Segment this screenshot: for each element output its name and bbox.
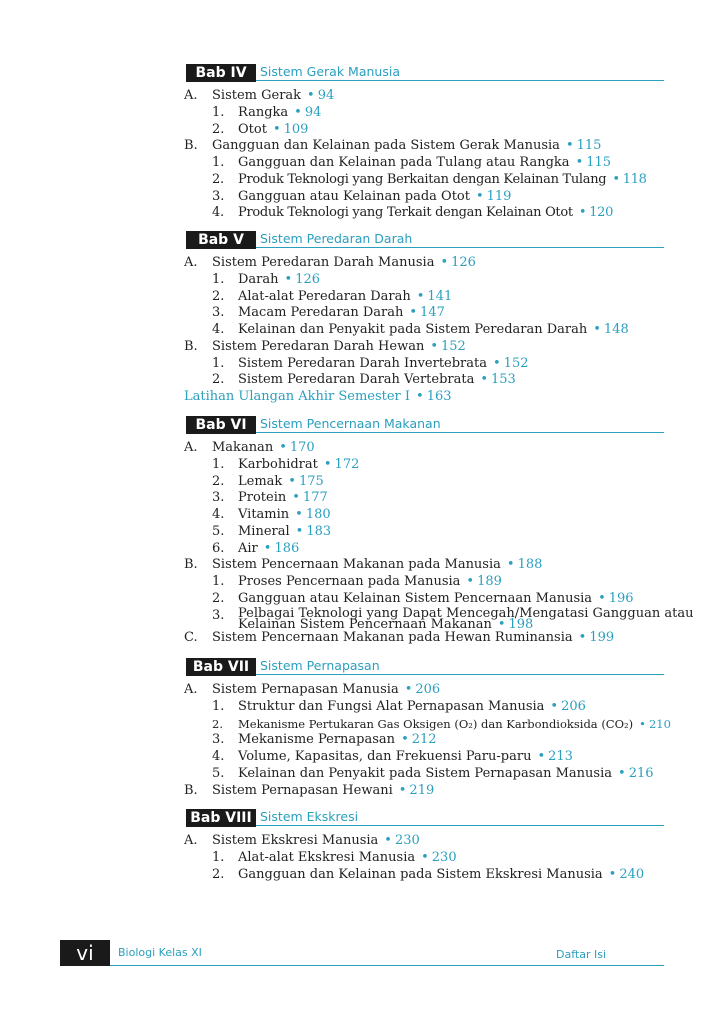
chapter-title[interactable]: Sistem Pencernaan Makanan xyxy=(260,416,441,431)
page-ref: 189 xyxy=(477,574,502,589)
page-ref: 170 xyxy=(289,440,315,455)
bullet-separator: • xyxy=(398,782,407,798)
entry-text: Sistem Pencernaan Makanan pada Manusia xyxy=(212,557,501,573)
entry-text-wrap xyxy=(212,630,614,646)
entry-text: Darah xyxy=(238,271,279,287)
chapter-rule xyxy=(256,825,664,826)
entry-label: 4. xyxy=(212,749,225,764)
entry-text-continued: Kelainan Sistem Pencernaan Makanan xyxy=(238,616,492,632)
page-ref: 206 xyxy=(415,682,441,697)
entry-text: Produk Teknologi yang Terkait dengan Kelainan Otot xyxy=(238,205,573,221)
bullet-separator: • xyxy=(575,155,584,170)
entry-text-wrap xyxy=(212,682,440,698)
entry-label: A. xyxy=(184,833,198,848)
entry-text-wrap xyxy=(238,155,611,171)
entry-text: Proses Pencernaan pada Manusia xyxy=(238,574,461,589)
entry-text-wrap xyxy=(238,457,359,473)
chapter-header xyxy=(186,64,664,82)
entry-text-wrap xyxy=(238,105,321,121)
bullet-separator: • xyxy=(295,523,304,539)
entry-label: A. xyxy=(184,440,198,455)
chapter-title[interactable]: Sistem Gerak Manusia xyxy=(260,64,400,79)
entry-text-wrap xyxy=(238,699,586,715)
page-ref: 120 xyxy=(589,205,614,221)
entry-text: Sistem Peredaran Darah Manusia xyxy=(212,255,435,270)
entry-text-wrap xyxy=(238,867,644,883)
page-ref: 210 xyxy=(648,716,671,731)
page-ref: 163 xyxy=(426,389,452,404)
bullet-separator: • xyxy=(295,507,303,522)
page-ref: 198 xyxy=(508,616,534,632)
page-ref: 126 xyxy=(295,271,321,287)
bullet-separator: • xyxy=(284,271,293,287)
entry-text-wrap xyxy=(238,507,331,523)
page-ref: 119 xyxy=(486,188,512,204)
entry-label: A. xyxy=(184,88,198,103)
page-ref: 109 xyxy=(283,121,309,137)
entry-label: B. xyxy=(184,338,198,354)
bullet-separator: • xyxy=(307,88,315,103)
bullet-separator: • xyxy=(608,866,617,882)
entry-text-wrap xyxy=(212,440,315,456)
entry-label: 2. xyxy=(212,121,225,137)
bullet-separator: • xyxy=(506,557,515,573)
page-ref: 118 xyxy=(622,171,647,187)
entry-text-wrap xyxy=(238,524,331,540)
entry-text: Produk Teknologi yang Berkaitan dengan Kelainan Tulang xyxy=(238,171,607,187)
bullet-separator: • xyxy=(578,205,587,221)
page-ref: 115 xyxy=(576,138,602,154)
entry-text: Alat-alat Ekskresi Manusia xyxy=(238,849,416,865)
entry-text-wrap xyxy=(212,88,334,104)
entry-label: 5. xyxy=(212,523,225,539)
entry-text-wrap xyxy=(238,205,613,221)
entry-text: Latihan Ulangan Akhir Semester I xyxy=(184,389,411,404)
entry-label: A. xyxy=(184,255,198,270)
entry-text-wrap xyxy=(238,574,502,590)
entry-text-wrap xyxy=(238,474,324,490)
page-ref: 219 xyxy=(409,782,435,798)
bullet-separator: • xyxy=(480,372,489,388)
entry-label: 1. xyxy=(212,104,225,120)
entry-label: C. xyxy=(184,630,198,646)
entry-label: 1. xyxy=(212,456,225,472)
page-ref: 180 xyxy=(305,507,331,522)
bullet-separator: • xyxy=(416,389,424,404)
bullet-separator: • xyxy=(565,138,574,154)
entry-label: 2. xyxy=(212,590,225,606)
bullet-separator: • xyxy=(272,121,281,137)
chapter-rule xyxy=(256,80,664,81)
entry-label: 1. xyxy=(212,155,225,170)
page-ref: 213 xyxy=(548,749,573,764)
entry-text-wrap xyxy=(238,591,634,607)
page-ref: 147 xyxy=(420,305,445,321)
entry-text-wrap xyxy=(238,189,511,205)
section-name: Daftar Isi xyxy=(556,948,606,961)
bullet-separator: • xyxy=(279,440,287,455)
page-ref: 206 xyxy=(561,698,586,714)
entry-label: 1. xyxy=(212,574,225,589)
entry-text-wrap xyxy=(212,255,476,271)
entry-label: B. xyxy=(184,782,198,798)
page-ref: 230 xyxy=(431,849,457,865)
chapter-rule xyxy=(256,247,664,248)
entry-text: Alat-alat Peredaran Darah xyxy=(238,288,411,304)
entry-text-wrap xyxy=(238,749,573,765)
entry-text-wrap xyxy=(238,732,437,748)
page-ref: 196 xyxy=(608,590,634,606)
entry-label: 3. xyxy=(212,188,225,204)
entry-label: 2. xyxy=(212,372,225,388)
entry-text: Lemak xyxy=(238,473,283,489)
entry-label: 2. xyxy=(212,473,225,489)
entry-label: 1. xyxy=(212,271,225,287)
bullet-separator: • xyxy=(288,473,296,489)
entry-text: Gangguan dan Kelainan pada Sistem Gerak Manusia xyxy=(212,138,560,154)
page-ref: 115 xyxy=(586,155,612,170)
entry-text-wrap xyxy=(238,716,671,732)
chapter-label: Bab V xyxy=(186,231,256,249)
entry-label: 1. xyxy=(212,698,225,714)
entry-text: Karbohidrat xyxy=(238,456,318,472)
chapter-header xyxy=(186,809,664,827)
chapter-title[interactable]: Sistem Peredaran Darah xyxy=(260,231,413,246)
page-ref: 199 xyxy=(589,630,615,646)
entry-label: B. xyxy=(184,557,198,573)
entry-text: Sistem Peredaran Darah Vertebrata xyxy=(238,372,475,388)
chapter-header xyxy=(186,231,664,249)
page-ref: 212 xyxy=(411,732,437,748)
entry-text-wrap xyxy=(212,138,601,154)
bullet-separator: • xyxy=(497,616,506,632)
entry-text: Gangguan dan Kelainan pada Sistem Ekskresi Manusia xyxy=(238,866,603,882)
chapter-label: Bab IV xyxy=(186,64,256,82)
page-ref: 152 xyxy=(441,338,466,354)
entry-label: 3. xyxy=(212,732,225,748)
book-title: Biologi Kelas XI xyxy=(118,946,202,959)
page-ref: 175 xyxy=(298,473,324,489)
entry-text: Pelbagai Teknologi yang Dapat Mencegah/Mengatasi Gangguan atau xyxy=(238,605,694,621)
chapter-title[interactable]: Sistem Pernapasan xyxy=(260,658,380,673)
entry-label: 3. xyxy=(212,305,225,321)
entry-text: Gangguan atau Kelainan pada Otot xyxy=(238,188,470,204)
bullet-separator: • xyxy=(294,104,302,120)
entry-text: Air xyxy=(238,540,258,556)
chapter-header xyxy=(186,416,664,434)
entry-label: 2. xyxy=(212,171,224,187)
entry-label: 3. xyxy=(212,490,225,506)
chapter-label: Bab VIII xyxy=(186,809,256,827)
entry-text: Otot xyxy=(238,121,267,137)
entry-text: Protein xyxy=(238,490,287,506)
entry-text-wrap xyxy=(212,833,420,849)
bullet-separator: • xyxy=(430,338,439,354)
bullet-separator: • xyxy=(384,833,392,848)
bullet-separator: • xyxy=(323,456,332,472)
entry-text-wrap xyxy=(238,850,457,866)
chapter-label: Bab VII xyxy=(186,658,256,676)
entry-text-wrap xyxy=(238,122,308,138)
bullet-separator: • xyxy=(466,574,475,589)
chapter-rule xyxy=(256,432,664,433)
bullet-separator: • xyxy=(263,540,272,556)
page-ref: 148 xyxy=(603,322,629,337)
entry-text: Rangka xyxy=(238,104,289,120)
entry-text: Sistem Peredaran Darah Hewan xyxy=(212,338,425,354)
bullet-separator: • xyxy=(292,490,300,506)
chapter-label: Bab VI xyxy=(186,416,256,434)
bullet-separator: • xyxy=(612,171,620,187)
entry-text: Mekanisme Pertukaran Gas Oksigen (O₂) dan Karbondioksida (CO₂) xyxy=(238,716,634,731)
entry-text: Mineral xyxy=(238,523,290,539)
entry-label: 6. xyxy=(212,540,225,556)
entry-label: 3. xyxy=(212,607,225,623)
entry-label: 2. xyxy=(212,288,225,304)
entry-text: Mekanisme Pernapasan xyxy=(238,732,396,748)
toc-exam-entry[interactable] xyxy=(184,389,452,405)
entry-label: 4. xyxy=(212,507,225,522)
bullet-separator: • xyxy=(401,732,409,748)
entry-text-wrap xyxy=(238,172,647,188)
bullet-separator: • xyxy=(493,355,501,371)
bullet-separator: • xyxy=(421,849,429,865)
page-ref: 126 xyxy=(451,255,476,270)
footer-rule xyxy=(110,965,664,966)
bullet-separator: • xyxy=(537,749,546,764)
page-ref: 183 xyxy=(306,523,332,539)
bullet-separator: • xyxy=(440,255,449,270)
entry-text: Sistem Gerak xyxy=(212,88,302,103)
entry-text: Sistem Pencernaan Makanan pada Hewan Ruminansia xyxy=(212,630,573,646)
entry-text: Struktur dan Fungsi Alat Pernapasan Manusia xyxy=(238,698,545,714)
entry-text-wrap xyxy=(212,557,542,573)
entry-text-wrap xyxy=(238,490,328,506)
entry-text-wrap xyxy=(238,541,299,557)
page-number: vi xyxy=(60,940,110,966)
entry-text-wrap xyxy=(238,305,445,321)
entry-text-wrap xyxy=(238,372,516,388)
entry-text-wrap xyxy=(212,339,466,355)
bullet-separator: • xyxy=(618,765,626,781)
entry-text: Kelainan dan Penyakit pada Sistem Pernapasan Manusia xyxy=(238,765,613,781)
bullet-separator: • xyxy=(416,288,425,304)
entry-text: Kelainan dan Penyakit pada Sistem Peredaran Darah xyxy=(238,322,588,337)
entry-label: 4. xyxy=(212,322,225,337)
entry-text-wrap xyxy=(238,766,654,782)
bullet-separator: • xyxy=(475,188,484,204)
page-ref: 177 xyxy=(302,490,328,506)
page-ref: 216 xyxy=(628,765,654,781)
bullet-separator: • xyxy=(598,590,606,606)
entry-text-wrap xyxy=(238,322,629,338)
entry-label: 5. xyxy=(212,765,225,781)
entry-label: 2. xyxy=(212,866,225,882)
page-ref: 186 xyxy=(274,540,300,556)
bullet-separator: • xyxy=(639,716,646,731)
chapter-title[interactable]: Sistem Ekskresi xyxy=(260,809,359,824)
entry-text: Vitamin xyxy=(238,507,290,522)
entry-text: Gangguan dan Kelainan pada Tulang atau Rangka xyxy=(238,155,570,170)
bullet-separator: • xyxy=(550,698,559,714)
entry-text-wrap xyxy=(238,289,452,305)
chapter-rule xyxy=(256,674,664,675)
bullet-separator: • xyxy=(593,322,601,337)
entry-text: Sistem Peredaran Darah Invertebrata xyxy=(238,355,487,371)
page-ref: 188 xyxy=(517,557,543,573)
bullet-separator: • xyxy=(409,305,418,321)
entry-text: Macam Peredaran Darah xyxy=(238,305,404,321)
page-ref: 172 xyxy=(334,456,360,472)
entry-label: 1. xyxy=(212,849,225,865)
page-ref: 230 xyxy=(394,833,420,848)
page-ref: 152 xyxy=(503,355,529,371)
entry-text: Gangguan atau Kelainan Sistem Pencernaan Manusia xyxy=(238,590,593,606)
chapter-header xyxy=(186,658,664,676)
page-ref: 153 xyxy=(491,372,516,388)
bullet-separator: • xyxy=(404,682,413,697)
entry-text: Volume, Kapasitas, dan Frekuensi Paru-paru xyxy=(238,749,532,764)
bullet-separator: • xyxy=(578,630,587,646)
page-ref: 141 xyxy=(427,288,453,304)
entry-text-wrap xyxy=(238,272,320,288)
entry-text: Sistem Pernapasan Manusia xyxy=(212,682,399,697)
entry-label: A. xyxy=(184,682,198,697)
entry-label: 4. xyxy=(212,205,224,221)
entry-text: Makanan xyxy=(212,440,274,455)
entry-text-wrap xyxy=(212,783,434,799)
entry-label: B. xyxy=(184,138,198,154)
page-ref: 240 xyxy=(619,866,645,882)
entry-text-wrap xyxy=(238,605,694,632)
entry-text: Sistem Pernapasan Hewani xyxy=(212,782,393,798)
page-ref: 94 xyxy=(317,88,335,103)
entry-text: Sistem Ekskresi Manusia xyxy=(212,833,379,848)
page-ref: 94 xyxy=(304,104,322,120)
entry-label: 2. xyxy=(212,716,223,731)
entry-text-wrap xyxy=(238,356,529,372)
entry-label: 1. xyxy=(212,355,225,371)
